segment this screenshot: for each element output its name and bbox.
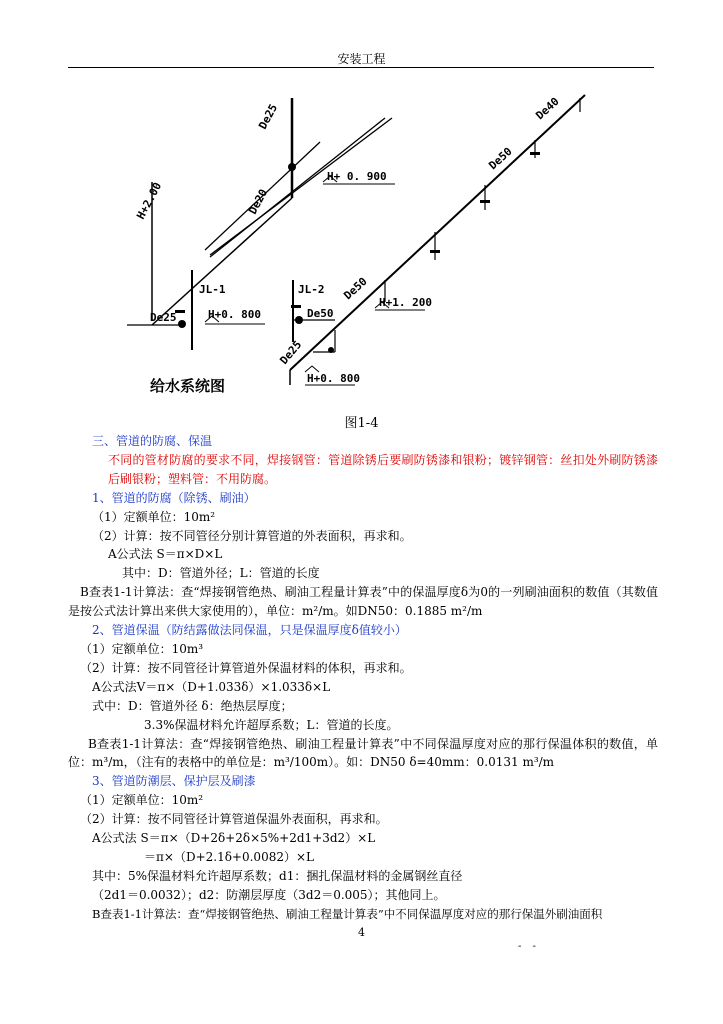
subsection-heading: 3、管道防潮层、保护层及刷漆 (92, 774, 256, 789)
label-de25-left: De25 (150, 311, 177, 324)
header-rule (68, 67, 654, 68)
paragraph: B查表1-1计算法：查“焊接钢管绝热、刷油工程量计算表”中的保温厚度δ为0的一列刷油面积的数值（其数值是按公式法计算出来供大家使用的），单位：m²/m。如DN50：0.1885 m²/m (68, 585, 658, 619)
text-line: （1）定额单位：10m² (80, 793, 204, 808)
valve-node (328, 347, 334, 353)
valve-node (178, 320, 186, 328)
text-line: 式中：D：管道外径 δ：绝热层厚度； (92, 698, 293, 713)
text-line: （1）定额单位：10m² (92, 509, 216, 524)
label-de20: De20 (246, 186, 271, 217)
page-header: 安装工程 (337, 52, 386, 66)
document-body (68, 432, 658, 924)
parallel-guide-3 (210, 118, 392, 255)
page-number: 4 (358, 926, 365, 939)
label-de25-top: De25 (256, 101, 281, 132)
figure-caption: 图1-4 (344, 416, 379, 431)
formula-line: A公式法V＝π×（D+1.033δ）×1.033δ×L (92, 679, 331, 694)
pipe-de20-branch (152, 198, 292, 325)
parallel-guide-2 (210, 118, 385, 257)
label-h0900: H+ 0. 900 (327, 170, 387, 183)
text-line: （1）定额单位：10m³ (80, 641, 204, 656)
pipe-main-diagonal (290, 95, 585, 370)
paragraph: B查表1-1计算法：查“焊接钢管绝热、刷油工程量计算表”中不同保温厚度对应的那行保温体积的数值，单位：m³/m，（注有的表格中的单位是：m³/100m）。如：DN50 δ=40mm：0.0131 m³/m (68, 736, 658, 770)
label-jl1: JL-1 (199, 283, 226, 296)
text-line: 其中：D：管道外径；L：管道的长度 (122, 566, 320, 581)
label-de25-bottom: De25 (277, 338, 305, 367)
footer-marks: - - (518, 941, 540, 952)
label-de50-low: De50 (341, 274, 370, 303)
water-supply-system-diagram (95, 80, 615, 410)
label-jl2: JL-2 (298, 283, 325, 296)
subsection-heading: 2、管道保温（防结露做法同保温，只是保温厚度δ值较小） (92, 623, 407, 638)
text-line: B查表1-1计算法：查“焊接钢管绝热、刷油工程量计算表”中不同保温厚度对应的那行保温外刷油面积 (92, 906, 603, 921)
section-heading: 三、管道的防腐、保温 (92, 434, 213, 448)
diagram-title: 给水系统图 (150, 377, 226, 395)
label-h1200: H+1. 200 (379, 296, 432, 309)
formula-line: A公式法 S＝π×D×L (108, 547, 223, 562)
label-h0800-left: H+0. 800 (208, 308, 261, 321)
text-line: 其中：5%保温材料允许超厚系数；d1：捆扎保温材料的金属钢丝直径 (92, 868, 463, 883)
label-h200: H+2.00 (134, 180, 165, 222)
label-de50-mid: De50 (486, 144, 515, 173)
valve-node (288, 163, 296, 171)
label-h0800-bottom: H+0. 800 (307, 372, 360, 385)
text-line: （2d1＝0.0032）；d2：防潮层厚度（3d2＝0.005）；其他同上。 (92, 887, 446, 902)
valve-node (295, 316, 303, 324)
text-line: （2）计算：按不同管径计算管道保温外表面积，再求和。 (80, 812, 388, 827)
text-line: 3.3%保温材料允许超厚系数；L：管道的长度。 (144, 717, 399, 732)
red-paragraph: 不同的管材防腐的要求不同，焊接钢管：管道除锈后要刷防锈漆和银粉；镀锌钢管：丝扣处外刷防锈漆后刷银粉；塑料管：不用防腐。 (108, 452, 658, 486)
formula-line: A公式法 S＝π×（D+2δ+2δ×5%+2d1+3d2）×L (92, 831, 376, 846)
text-line: （2）计算：按不同管径分别计算管道的外表面积，再求和。 (92, 528, 412, 543)
subsection-heading: 1、管道的防腐（除锈、刷油） (92, 490, 256, 505)
formula-line: ＝π×（D+2.1δ+0.0082）×L (144, 849, 314, 864)
label-de40: De40 (533, 94, 562, 123)
text-line: （2）计算：按不同管径计算管道外保温材料的体积，再求和。 (80, 660, 412, 675)
label-de50-box: De50 (307, 307, 334, 320)
